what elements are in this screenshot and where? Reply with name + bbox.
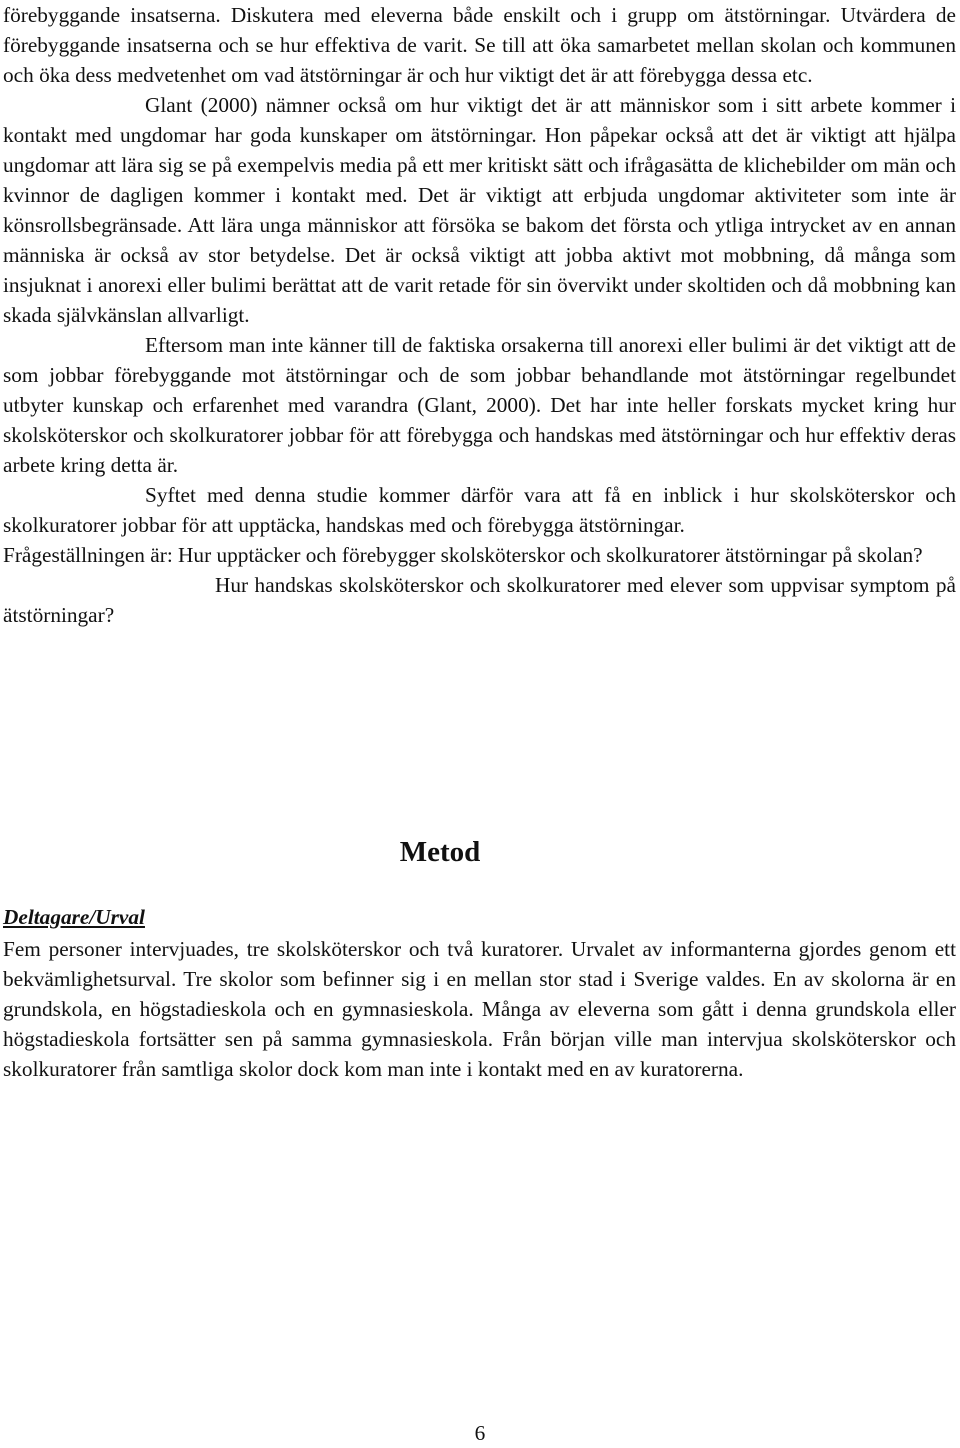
introduction-section [3,0,956,630]
paragraph-causes-unknown: Eftersom man inte känner till de faktiska orsakerna till anorexi eller bulimi är det viktigt att de som jobbar förebyggande mot ätstörningar och de som jobbar behandlande mot ätstörningar regelbundet utbyter kunskap och erfarenhet med varandra (Glant, 2000). Det har inte heller forskats mycket kring hur skolsköterskor och skolkuratorer jobbar för att förebygga och handskas med ätstörningar och hur effektiv deras arbete kring detta är. [3,333,956,477]
paragraph-prevention-list: förebyggande insatserna. Diskutera med eleverna både enskilt och i grupp om ätstörningar. Utvärdera de förebyggande insatserna och se hur effektiva de varit. Se till att öka samarbetet mellan skolan och kommunen och öka dess medvetenhet om vad ätstörningar är och hur viktigt det är att förebygga dessa etc. [3,3,956,87]
method-section [3,934,956,1084]
section-heading-method: Metod [399,836,481,868]
paragraph-participants: Fem personer intervjuades, tre skolsköterskor och två kuratorer. Urvalet av informanterna gjordes genom ett bekvämlighetsurval. Tre skolor som befinner sig i en mellan stor stad i Sverige valdes. En av skolorna är en grundskola, en högstadieskola och en gymnasieskola. Många av eleverna som gått i denna grundskola eller högstadieskola fortsätter sen på samma gymnasieskola. Från början ville man intervjua skolsköterskor och skolkuratorer från samtliga skolor dock kom man inte i kontakt med en av kuratorerna. [3,937,956,1081]
paragraph-research-question-2: Hur handskas skolsköterskor och skolkuratorer med elever som uppvisar symptom på ätstörningar? [3,573,956,627]
page-number: 6 [474,1421,486,1445]
subheading-participants: Deltagare/Urval [3,905,145,929]
paragraph-research-question-1: Frågeställningen är: Hur upptäcker och förebygger skolsköterskor och skolkuratorer ätstörningar på skolan? [3,543,923,567]
paragraph-glant-knowledge: Glant (2000) nämner också om hur viktigt det är att människor som i sitt arbete kommer i kontakt med ungdomar har goda kunskaper om ätstörningar. Hon påpekar också att det är viktigt att hjälpa ungdomar att lära sig se på exempelvis media på ett mer kritiskt sätt och ifrågasätta de klichebilder om män och kvinnor de dagligen kommer i kontakt med. Det är viktigt att erbjuda ungdomar aktiviteter som inte är könsrollsbegränsade. Att lära unga människor att försöka se bakom det första och ytliga intrycket av en annan människa är också av stor betydelse. Det är också viktigt att jobba aktivt mot mobbning, då många som insjuknat i anorexi eller bulimi berättat att de varit retade för sin övervikt under skoltiden och då mobbning kan skada självkänslan allvarligt. [3,93,956,327]
paragraph-purpose: Syftet med denna studie kommer därför vara att få en inblick i hur skolsköterskor och skolkuratorer jobbar för att upptäcka, handskas med och förebygga ätstörningar. [3,483,956,537]
